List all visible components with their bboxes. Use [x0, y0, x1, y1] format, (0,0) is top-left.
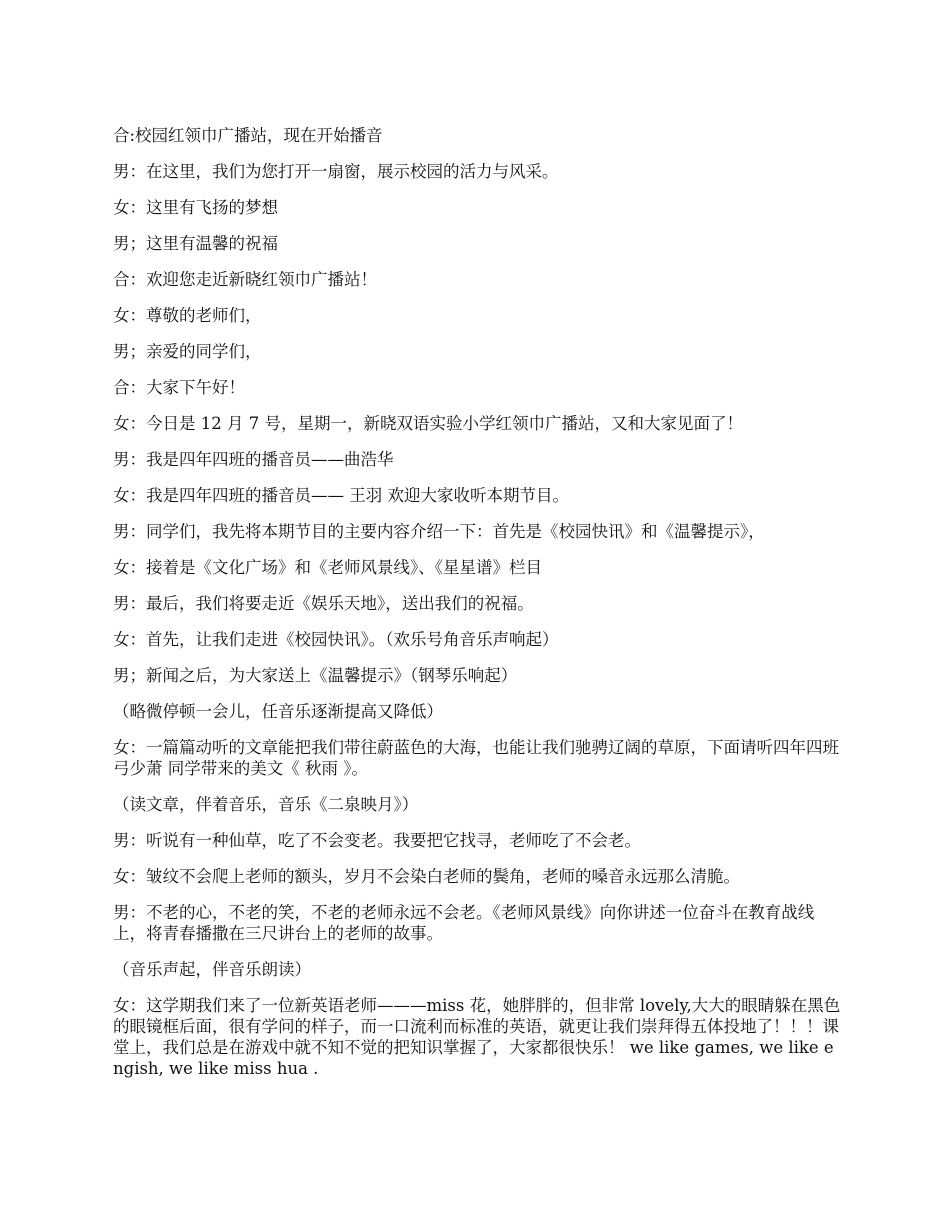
paragraph: 男：听说有一种仙草，吃了不会变老。我要把它找寻，老师吃了不会老。	[113, 831, 641, 850]
paragraph: 女：一篇篇动听的文章能把我们带往蔚蓝色的大海，也能让我们驰骋辽阔的草原，下面请听四年四班 弓少萧 同学带来的美文《 秋雨 》。	[113, 738, 839, 778]
script-body	[113, 125, 843, 1094]
paragraph: 合:校园红领巾广播站，现在开始播音	[113, 126, 383, 145]
paragraph: （音乐声起，伴音乐朗读）	[113, 960, 311, 979]
paragraph: 男；亲爱的同学们，	[113, 342, 262, 361]
paragraph: 合：大家下午好！	[113, 378, 245, 397]
paragraph: 女：今日是 12 月 7 号，星期一，新晓双语实验小学红领巾广播站，又和大家见面了！	[113, 414, 743, 433]
paragraph: 女：首先，让我们走进《校园快讯》。（欢乐号角音乐声响起）	[113, 630, 559, 649]
paragraph: 男；新闻之后，为大家送上《温馨提示》（钢琴乐响起）	[113, 666, 518, 685]
paragraph: 男；这里有温馨的祝福	[113, 234, 278, 253]
paragraph: 男：在这里，我们为您打开一扇窗，展示校园的活力与风采。	[113, 162, 559, 181]
paragraph: 男：我是四年四班的播音员——曲浩华	[113, 450, 394, 469]
paragraph: 女：尊敬的老师们，	[113, 306, 262, 325]
paragraph: 男：不老的心，不老的笑，不老的老师永远不会老。《老师风景线》向你讲述一位奋斗在教育战线上，将青春播撒在三尺讲台上的老师的故事。	[113, 903, 815, 943]
paragraph: 女：我是四年四班的播音员—— 王羽 欢迎大家收听本期节目。	[113, 486, 569, 505]
paragraph: 合：欢迎您走近新晓红领巾广播站！	[113, 270, 377, 289]
paragraph: 女：皱纹不会爬上老师的额头，岁月不会染白老师的鬓角，老师的嗓音永远那么清脆。	[113, 867, 740, 886]
paragraph: 男：最后，我们将要走近《娱乐天地》，送出我们的祝福。	[113, 594, 534, 613]
paragraph: （读文章，伴着音乐，音乐《二泉映月》）	[113, 795, 419, 814]
paragraph: 女：这里有飞扬的梦想	[113, 198, 278, 217]
paragraph: 女：接着是《文化广场》和《老师风景线》、《星星谱》栏目	[113, 558, 542, 577]
paragraph: 男：同学们，我先将本期节目的主要内容介绍一下：首先是《校园快讯》和《温馨提示》，	[113, 522, 765, 541]
paragraph: （略微停顿一会儿，任音乐逐渐提高又降低）	[113, 702, 443, 721]
paragraph: 女：这学期我们来了一位新英语老师———miss 花，她胖胖的，但非常 lovely,大大的眼睛躲在黑色的眼镜框后面，很有学问的样子，而一口流利而标准的英语，就更让我们崇拜得五体投地了！！！课堂上，我们总是在游戏中就不知不觉的把知识掌握了，大家都很快乐！ we like games, we like engish, we like miss hua .	[113, 996, 841, 1078]
